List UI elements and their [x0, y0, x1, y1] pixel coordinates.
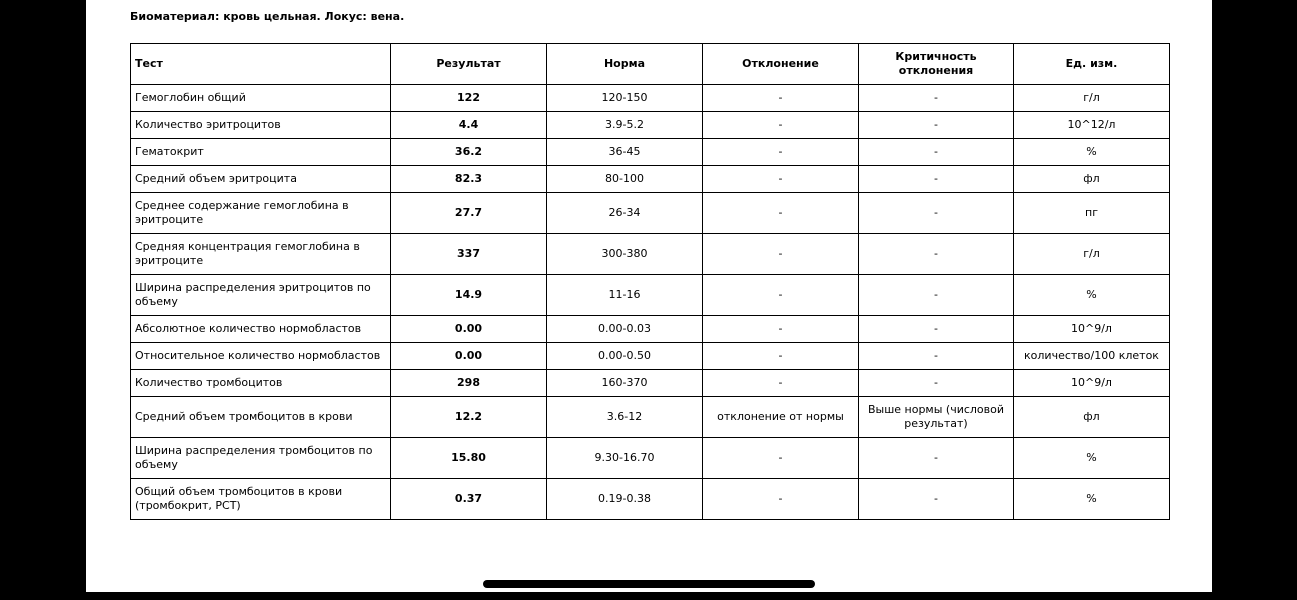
test-name-cell: Средняя концентрация гемоглобина в эритроците	[131, 234, 391, 275]
criticality-cell: -	[859, 316, 1014, 343]
norm-cell: 0.19-0.38	[547, 479, 703, 520]
norm-cell: 80-100	[547, 166, 703, 193]
table-row	[131, 343, 1170, 370]
result-cell: 0.00	[391, 316, 547, 343]
unit-cell: 10^9/л	[1014, 370, 1170, 397]
test-name-cell: Количество эритроцитов	[131, 112, 391, 139]
deviation-cell: -	[703, 479, 859, 520]
document-page	[86, 0, 1212, 592]
biomaterial-caption: Биоматериал: кровь цельная. Локус: вена.	[130, 10, 405, 23]
result-cell: 0.00	[391, 343, 547, 370]
unit-cell: %	[1014, 438, 1170, 479]
table-header-row	[131, 44, 1170, 85]
norm-cell: 0.00-0.03	[547, 316, 703, 343]
criticality-cell: -	[859, 438, 1014, 479]
norm-cell: 9.30-16.70	[547, 438, 703, 479]
criticality-cell: -	[859, 479, 1014, 520]
deviation-cell: -	[703, 275, 859, 316]
test-name-cell: Относительное количество нормобластов	[131, 343, 391, 370]
test-name-cell: Общий объем тромбоцитов в крови (тромбокрит, PCT)	[131, 479, 391, 520]
deviation-cell: -	[703, 316, 859, 343]
lab-results-table	[130, 43, 1170, 520]
criticality-cell: -	[859, 112, 1014, 139]
criticality-cell: -	[859, 234, 1014, 275]
result-cell: 337	[391, 234, 547, 275]
criticality-cell: -	[859, 370, 1014, 397]
test-name-cell: Ширина распределения эритроцитов по объему	[131, 275, 391, 316]
result-cell: 36.2	[391, 139, 547, 166]
test-name-cell: Количество тромбоцитов	[131, 370, 391, 397]
result-cell: 298	[391, 370, 547, 397]
norm-cell: 3.9-5.2	[547, 112, 703, 139]
result-cell: 82.3	[391, 166, 547, 193]
deviation-cell: отклонение от нормы	[703, 397, 859, 438]
criticality-cell: Выше нормы (числовой результат)	[859, 397, 1014, 438]
unit-cell: 10^12/л	[1014, 112, 1170, 139]
table-row	[131, 316, 1170, 343]
table-row	[131, 85, 1170, 112]
deviation-cell: -	[703, 85, 859, 112]
header-result: Результат	[391, 44, 547, 85]
header-test: Тест	[131, 44, 391, 85]
norm-cell: 300-380	[547, 234, 703, 275]
test-name-cell: Гематокрит	[131, 139, 391, 166]
deviation-cell: -	[703, 370, 859, 397]
result-cell: 27.7	[391, 193, 547, 234]
deviation-cell: -	[703, 438, 859, 479]
table-row	[131, 193, 1170, 234]
deviation-cell: -	[703, 112, 859, 139]
criticality-cell: -	[859, 193, 1014, 234]
unit-cell: %	[1014, 479, 1170, 520]
test-name-cell: Среднее содержание гемоглобина в эритроците	[131, 193, 391, 234]
deviation-cell: -	[703, 139, 859, 166]
norm-cell: 26-34	[547, 193, 703, 234]
norm-cell: 120-150	[547, 85, 703, 112]
norm-cell: 11-16	[547, 275, 703, 316]
unit-cell: количество/100 клеток	[1014, 343, 1170, 370]
deviation-cell: -	[703, 166, 859, 193]
table-row	[131, 139, 1170, 166]
result-cell: 122	[391, 85, 547, 112]
norm-cell: 0.00-0.50	[547, 343, 703, 370]
criticality-cell: -	[859, 166, 1014, 193]
unit-cell: фл	[1014, 166, 1170, 193]
test-name-cell: Средний объем эритроцита	[131, 166, 391, 193]
norm-cell: 36-45	[547, 139, 703, 166]
table-row	[131, 166, 1170, 193]
criticality-cell: -	[859, 139, 1014, 166]
table-row	[131, 275, 1170, 316]
test-name-cell: Гемоглобин общий	[131, 85, 391, 112]
table-row	[131, 234, 1170, 275]
criticality-cell: -	[859, 85, 1014, 112]
norm-cell: 160-370	[547, 370, 703, 397]
norm-cell: 3.6-12	[547, 397, 703, 438]
header-criticality: Критичность отклонения	[859, 44, 1014, 85]
result-cell: 12.2	[391, 397, 547, 438]
header-norm: Норма	[547, 44, 703, 85]
criticality-cell: -	[859, 343, 1014, 370]
deviation-cell: -	[703, 343, 859, 370]
test-name-cell: Ширина распределения тромбоцитов по объему	[131, 438, 391, 479]
table-row	[131, 438, 1170, 479]
unit-cell: пг	[1014, 193, 1170, 234]
test-name-cell: Абсолютное количество нормобластов	[131, 316, 391, 343]
home-indicator[interactable]	[483, 580, 815, 588]
header-unit: Ед. изм.	[1014, 44, 1170, 85]
unit-cell: 10^9/л	[1014, 316, 1170, 343]
result-cell: 0.37	[391, 479, 547, 520]
unit-cell: %	[1014, 139, 1170, 166]
result-cell: 15.80	[391, 438, 547, 479]
header-deviation: Отклонение	[703, 44, 859, 85]
criticality-cell: -	[859, 275, 1014, 316]
result-cell: 4.4	[391, 112, 547, 139]
table-row	[131, 397, 1170, 438]
unit-cell: фл	[1014, 397, 1170, 438]
deviation-cell: -	[703, 234, 859, 275]
table-row	[131, 370, 1170, 397]
unit-cell: г/л	[1014, 234, 1170, 275]
deviation-cell: -	[703, 193, 859, 234]
test-name-cell: Средний объем тромбоцитов в крови	[131, 397, 391, 438]
unit-cell: %	[1014, 275, 1170, 316]
unit-cell: г/л	[1014, 85, 1170, 112]
result-cell: 14.9	[391, 275, 547, 316]
table-row	[131, 479, 1170, 520]
table-row	[131, 112, 1170, 139]
